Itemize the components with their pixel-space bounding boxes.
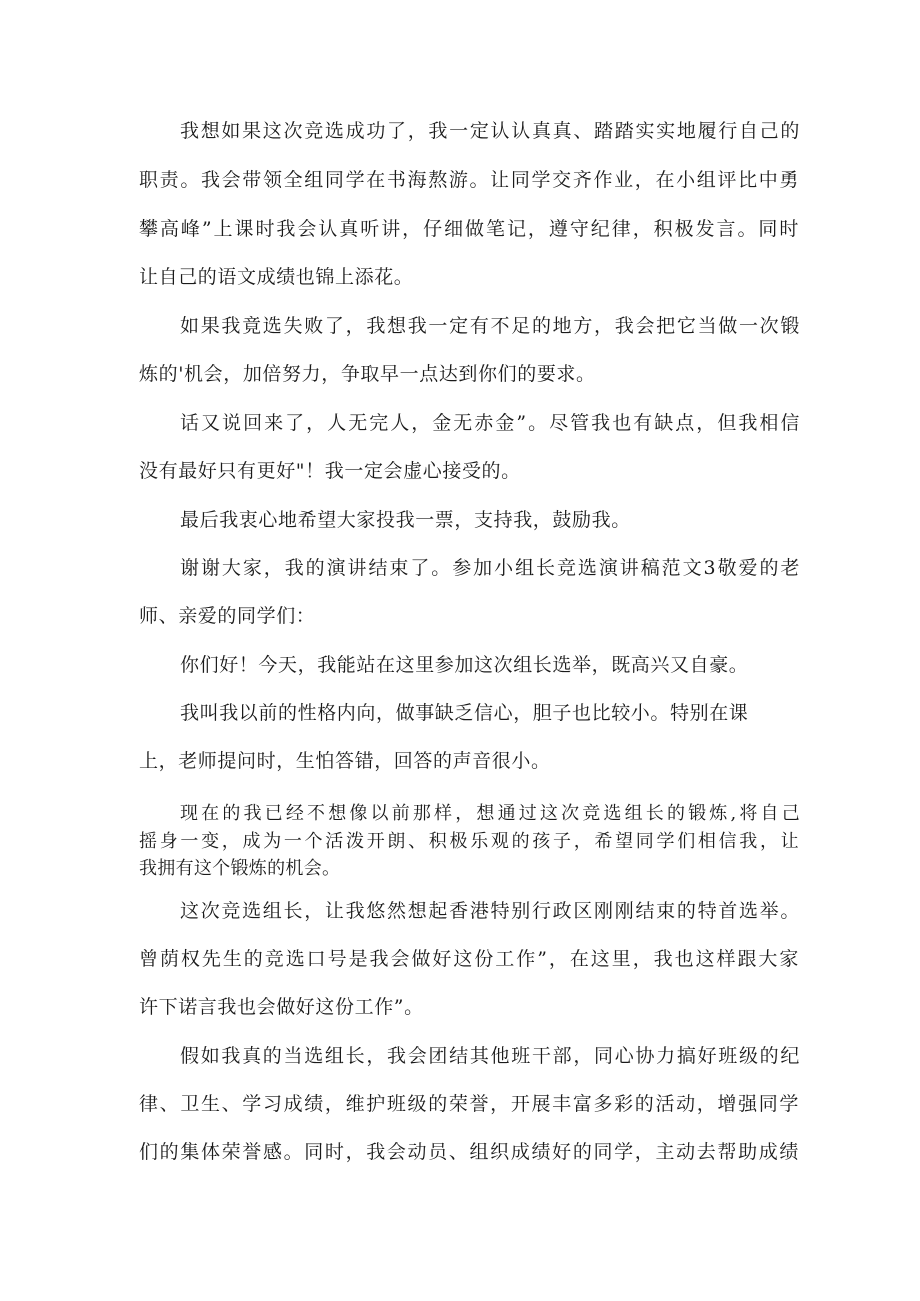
paragraph-6-line-1: 你们好！今天，我能站在这里参加这次组长选举，既高兴又自豪。: [180, 654, 749, 676]
paragraph-3-line-2: 没有最好只有更好"！我一定会虚心接受的。: [139, 460, 521, 482]
paragraph-8-line-1: 现在的我已经不想像以前那样，想通过这次竞选组长的锻炼,将自己: [180, 803, 800, 824]
paragraph-1-line-1: 我想如果这次竞选成功了，我一定认认真真、踏踏实实地履行自己的: [180, 120, 800, 142]
paragraph-4-line-1: 最后我衷心地希望大家投我一票，支持我，鼓励我。: [180, 509, 631, 531]
paragraph-1-line-4: 让自己的语文成绩也锦上添花。: [139, 266, 414, 288]
paragraph-2-line-1: 如果我竟选失败了，我想我一定有不足的地方，我会把它当做一次锻: [180, 315, 800, 337]
paragraph-10-line-2: 律、卫生、学习成绩，维护班级的荣誉，开展丰富多彩的活动，增强同学: [139, 1093, 799, 1115]
paragraph-10-line-3: 们的集体荣誉感。同时，我会动员、组织成绩好的同学，主动去帮助成绩: [139, 1141, 799, 1163]
paragraph-1-line-3: 攀高峰”上课时我会认真听讲，仔细做笔记，遵守纪律，积极发言。同时: [139, 218, 799, 240]
paragraph-2-line-2: 炼的'机会，加倍努力，争取早一点达到你们的要求。: [139, 363, 596, 385]
paragraph-5-line-1: 谢谢大家，我的演讲结束了。参加小组长竞选演讲稿范文3敬爱的老: [180, 557, 800, 579]
paragraph-8-line-2: 摇身一变，成为一个活泼开朗、积极乐观的孩子，希望同学们相信我，让: [139, 831, 799, 852]
paragraph-1-line-2: 职责。我会带领全组同学在书海熬游。让同学交齐作业，在小组评比中勇: [139, 169, 799, 191]
paragraph-10-line-1: 假如我真的当选组长，我会团结其他班干部，同心协力搞好班级的纪: [180, 1045, 800, 1067]
paragraph-9-line-2: 曾荫权先生的竞选口号是我会做好这份工作”，在这里，我也这样跟大家: [139, 948, 799, 970]
paragraph-5-line-2: 师、亲爱的同学们：: [139, 605, 316, 627]
paragraph-9-line-3: 许下诺言我也会做好这份工作”。: [139, 996, 424, 1018]
paragraph-7-line-1: 我叫我以前的性格内向，做事缺乏信心，胆子也比较小。特别在课: [180, 702, 749, 724]
paragraph-7-line-2: 上，老师提问时，生怕答错，回答的声音很小。: [139, 750, 551, 772]
paragraph-3-line-1: 话又说回来了，人无完人，金无赤金”。尽管我也有缺点，但我相信: [180, 412, 800, 434]
paragraph-9-line-1: 这次竞选组长，让我悠然想起香港特别行政区刚刚结束的特首选举。: [180, 900, 800, 922]
paragraph-8-line-3: 我拥有这个锻炼的机会。: [139, 858, 341, 879]
